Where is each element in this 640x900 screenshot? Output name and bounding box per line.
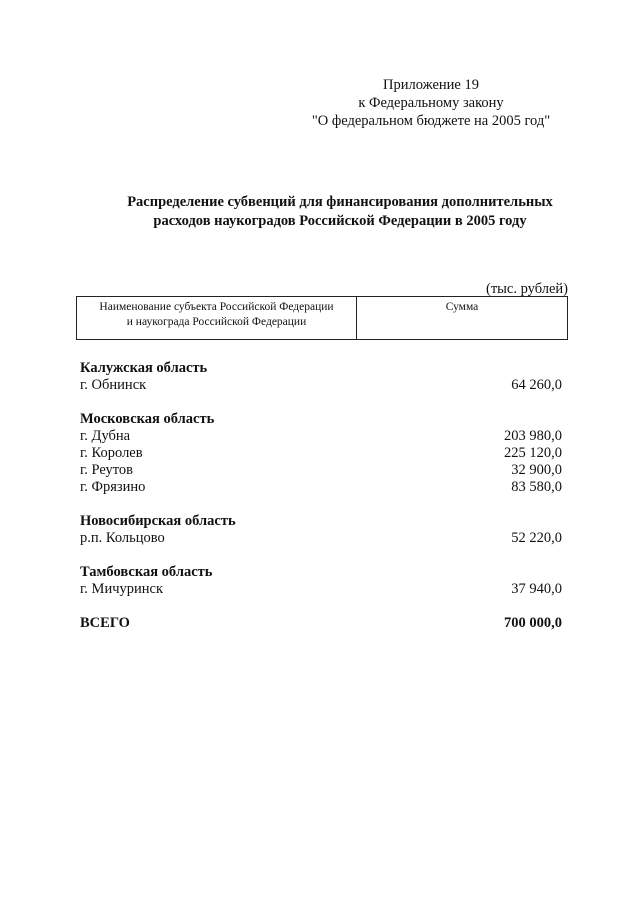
table-row [80, 581, 562, 598]
city-name: г. Реутов [80, 462, 134, 478]
total-amount: 700 000,0 [504, 615, 562, 631]
city-amount: 64 260,0 [511, 377, 562, 393]
table-row [80, 479, 562, 496]
city-amount: 37 940,0 [511, 581, 562, 597]
city-name: г. Королев [80, 445, 143, 461]
total-label: ВСЕГО [80, 615, 130, 631]
column-header-name [77, 297, 357, 339]
region-name: Тамбовская область [80, 564, 213, 580]
document-title [100, 193, 580, 231]
table-row [80, 445, 562, 462]
region-group [80, 360, 562, 394]
table-body [80, 360, 562, 598]
city-name: г. Дубна [80, 428, 131, 444]
appendix-law-ref: к Федеральному закону [358, 95, 504, 111]
column-header-name-line-2: и наукограда Российской Федерации [126, 316, 307, 328]
region-group [80, 513, 562, 547]
table-row [80, 530, 562, 547]
region-name: Калужская область [80, 360, 208, 376]
table-row [80, 377, 562, 394]
units-label: (тыс. рублей) [486, 281, 568, 297]
appendix-law-title: "О федеральном бюджете на 2005 год" [311, 113, 551, 129]
document-title-line-1: Распределение субвенций для финансирования дополнительных [127, 194, 553, 210]
city-amount: 52 220,0 [511, 530, 562, 546]
region-name: Московская область [80, 411, 215, 427]
total-row [80, 615, 562, 632]
city-name: г. Обнинск [80, 377, 147, 393]
column-header-sum: Сумма [445, 301, 479, 313]
region-group [80, 564, 562, 598]
city-name: р.п. Кольцово [80, 530, 165, 546]
region-name: Новосибирская область [80, 513, 236, 529]
city-name: г. Фрязино [80, 479, 146, 495]
city-amount: 83 580,0 [511, 479, 562, 495]
appendix-number: Приложение 19 [383, 77, 479, 93]
table-row [80, 428, 562, 445]
appendix-header [300, 76, 562, 130]
region-group [80, 411, 562, 496]
city-amount: 32 900,0 [511, 462, 562, 478]
table-row [80, 462, 562, 479]
table-header [76, 296, 568, 340]
city-amount: 225 120,0 [504, 445, 562, 461]
city-amount: 203 980,0 [504, 428, 562, 444]
column-header-name-line-1: Наименование субъекта Российской Федерации [99, 301, 334, 313]
document-title-line-2: расходов наукоградов Российской Федерации в 2005 году [153, 213, 527, 229]
city-name: г. Мичуринск [80, 581, 164, 597]
